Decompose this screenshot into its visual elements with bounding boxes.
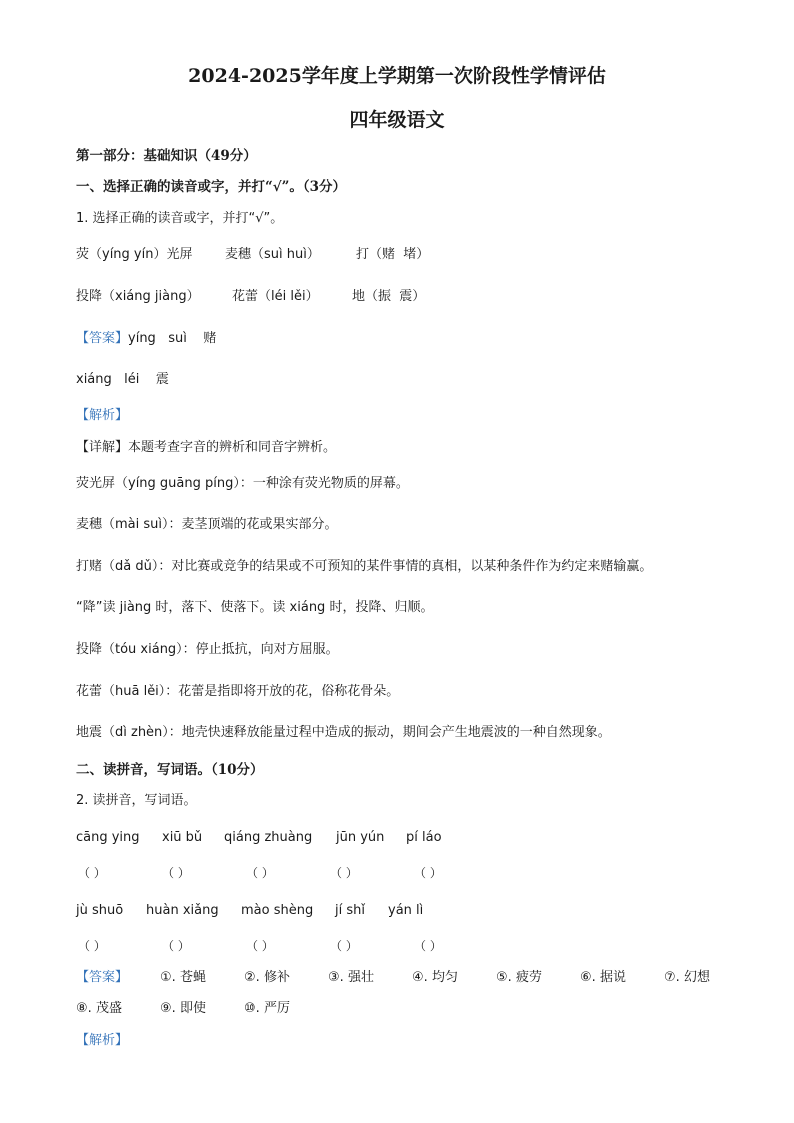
- q1-answer: [76, 331, 216, 347]
- answer-blank[interactable]: （ ）: [78, 939, 106, 953]
- explanation-line: 地震（dì zhèn）：地壳快速释放能量过程中造成的振动，期间会产生地震波的一种自然现象。: [76, 725, 611, 740]
- section1-heading: 一、选择正确的读音或字，并打“√”。（3分）: [76, 179, 347, 195]
- pinyin: xiū bǔ: [162, 830, 203, 845]
- pinyin: cāng ying: [76, 830, 140, 845]
- pinyin: yán lì: [388, 903, 424, 918]
- q1-option: 打（赌 堵）: [356, 247, 430, 262]
- answer-item: ⑥. 据说: [580, 970, 626, 985]
- q1-answer-line2: xiáng léi 震: [76, 372, 169, 387]
- document-title: 2024-2025学年度上学期第一次阶段性学情评估: [188, 65, 606, 87]
- answer-blank[interactable]: （ ）: [330, 939, 358, 953]
- answer-item: ⑦. 幻想: [664, 970, 710, 985]
- pinyin: mào shèng: [241, 903, 314, 918]
- detail-label: 【详解】: [76, 440, 129, 455]
- answer-item: ③. 强壮: [328, 970, 374, 985]
- part1-heading: 第一部分：基础知识（49分）: [76, 148, 257, 164]
- pinyin: jù shuō: [76, 903, 124, 918]
- answer-label: 【答案】: [76, 331, 129, 346]
- answer-blank[interactable]: （ ）: [246, 939, 274, 953]
- answer-item: ②. 修补: [244, 970, 290, 985]
- pinyin: qiáng zhuàng: [224, 830, 313, 845]
- q1-option: 投降（xiáng jiàng）: [76, 289, 200, 304]
- answer-item: ⑧. 茂盛: [76, 1001, 122, 1016]
- explanation-line: 荧光屏（yíng guāng píng）：一种涂有荧光物质的屏幕。: [76, 476, 409, 491]
- detail-text: 本题考查字音的辨析和同音字辨析。: [128, 440, 337, 455]
- pinyin: huàn xiǎng: [146, 903, 219, 918]
- answer-item: ⑤. 疲劳: [496, 970, 542, 985]
- answer-item: ⑨. 即使: [160, 1001, 206, 1016]
- document-subtitle: 四年级语文: [349, 109, 445, 131]
- answer-blank[interactable]: （ ）: [414, 939, 442, 953]
- answer-label: 【答案】: [76, 970, 129, 985]
- explanation-line: 投降（tóu xiáng）：停止抵抗，向对方屈服。: [76, 642, 339, 657]
- q1-option: 地（振 震）: [352, 289, 426, 304]
- analysis-label: 【解析】: [76, 408, 129, 423]
- analysis-label: 【解析】: [76, 1033, 129, 1048]
- pinyin: pí láo: [406, 830, 442, 845]
- answer-blank[interactable]: （ ）: [78, 866, 106, 880]
- q1-option: 麦穗（suì huì）: [225, 247, 320, 262]
- answer-item: ⑩. 严厉: [244, 1001, 290, 1016]
- answer-text: yíng suì 赌: [128, 331, 217, 346]
- answer-blank[interactable]: （ ）: [162, 866, 190, 880]
- q1-detail: [76, 440, 336, 456]
- q1-option: 荧（yíng yín）光屏: [76, 247, 193, 262]
- answer-blank[interactable]: （ ）: [330, 866, 358, 880]
- question-2: 2. 读拼音，写词语。: [76, 793, 197, 808]
- answer-item: ①. 苍蝇: [160, 970, 206, 985]
- question-1: 1. 选择正确的读音或字，并打“√”。: [76, 211, 284, 226]
- answer-blank[interactable]: （ ）: [414, 866, 442, 880]
- q1-option: 花蕾（léi lěi）: [232, 289, 319, 304]
- section2-heading: 二、读拼音，写词语。（10分）: [76, 762, 264, 778]
- answer-blank[interactable]: （ ）: [162, 939, 190, 953]
- explanation-line: 花蕾（huā lěi）：花蕾是指即将开放的花，俗称花骨朵。: [76, 684, 400, 699]
- answer-blank[interactable]: （ ）: [246, 866, 274, 880]
- explanation-line: 打赌（dǎ dǔ）：对比赛或竞争的结果或不可预知的某件事情的真相，以某种条件作为约定来赌输赢。: [76, 559, 653, 574]
- pinyin: jūn yún: [336, 830, 385, 845]
- explanation-line: “降”读 jiàng 时，落下、使落下。读 xiáng 时，投降、归顺。: [76, 600, 434, 615]
- pinyin: jí shǐ: [335, 903, 365, 918]
- explanation-line: 麦穗（mài suì）：麦茎顶端的花或果实部分。: [76, 517, 338, 532]
- answer-item: ④. 均匀: [412, 970, 458, 985]
